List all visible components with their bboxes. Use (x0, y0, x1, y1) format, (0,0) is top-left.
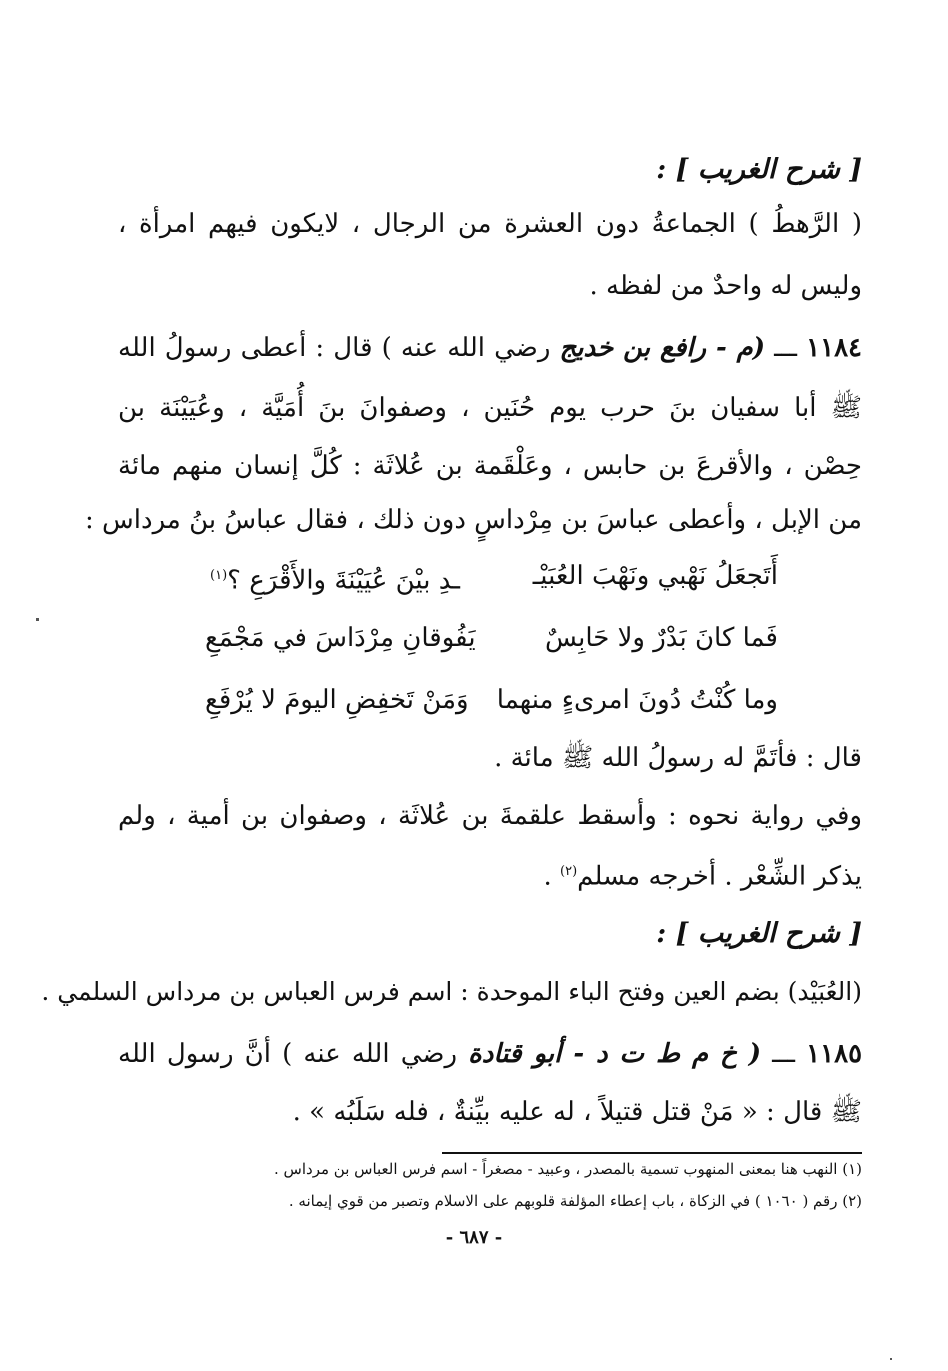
hadith-1184-source: (م - رافع بن خديج (559, 333, 766, 363)
hadith-1184-line-3: حِصْن ، والأقرعَ بن حابس ، وعَلْقَمة بن عُلاثَة : كُلَّ إنسان منهم مائة (118, 451, 862, 481)
poem-verse-3-right: وما كُنْتُ دُونَ امرىءٍ منهما (496, 685, 778, 715)
poem-verse-1-right: أَتَجعَلُ نَهْبي ونَهْبَ العُبَيْـ (532, 561, 778, 591)
riwaya-line-2 (118, 852, 862, 897)
poem-verse-1-left-wrap (210, 556, 460, 601)
poem-verse-2-right: فَما كانَ بَدْرٌ ولا حَابِسٌ (544, 623, 778, 653)
gloss-heading-2: [ شرح الغريب ] : (656, 918, 862, 949)
after-poem-line: قال : فأتَمَّ له رسولُ الله ﷺ مائة . (494, 743, 862, 773)
hadith-1185-line-1-tail: رضي الله عنه ) أنَّ رسول الله (118, 1039, 457, 1069)
margin-speck-bottom (890, 1358, 892, 1360)
hadith-1184-line-1 (118, 328, 862, 368)
margin-speck (36, 618, 39, 621)
hadith-1184-line-2: ﷺ أبا سفيان بنَ حرب يوم حُنَين ، وصفوانَ بنَ أُمَيَّة ، وعُيَيْنَة بن (118, 393, 862, 423)
hadith-1185-dash: ـــ (772, 1039, 796, 1069)
footnote-divider (442, 1152, 862, 1154)
page-number: - ٦٨٧ - (445, 1227, 503, 1248)
hadith-1184-line-4: من الإبل ، وأعطى عباسَ بن مِرْداسٍ دون ذلك ، فقال عباسُ بنُ مرداس : (85, 505, 862, 535)
hadith-1185-source: ( خ م ط ت د - أبو قتادة (468, 1039, 761, 1069)
riwaya-line-2-end: . (543, 861, 560, 892)
poem-verse-3-left: وَمَنْ تَخفِضِ اليومَ لا يُرْفَعِ (205, 685, 469, 715)
riwaya-line-1: وفي رواية نحوه : وأسقط علقمةَ بن عُلاثَة ، وصفوان بن أمية ، ولم (118, 801, 862, 831)
hadith-1185-line-2: ﷺ قال : « مَنْ قتل قتيلاً ، له عليه بيِّنةٌ ، فله سَلَبُه » . (292, 1097, 862, 1127)
hadith-1184-number: ١١٨٤ (806, 333, 862, 363)
poem-verse-1-left: ـدِ بيْنَ عُيَيْنَةَ والأَقْرَعِ ؟ (227, 565, 461, 596)
gloss-1-line-1: ( الرَّهطُ ) الجماعةُ دون العشرة من الرجال ، لايكون فيهم امرأة ، (118, 209, 862, 239)
footnote-2: (٢) رقم ( ١٠٦٠ ) في الزكاة ، باب إعطاء المؤلفة قلوبهم على الاسلام وتصبر من قوي إيمانه . (288, 1192, 862, 1210)
riwaya-line-2-main: يذكر الشِّعْر . أخرجه مسلم (577, 861, 862, 892)
hadith-1185-number: ١١٨٥ (806, 1039, 863, 1069)
hadith-1185-line-1 (118, 1034, 862, 1074)
gloss-2-line: (العُبَيْد) بضم العين وفتح الباء الموحدة : اسم فرس العباس بن مرداس السلمي . (41, 977, 862, 1006)
footnote-ref-2: (٢) (560, 864, 578, 879)
poem-verse-2-left: يَفُوقانِ مِرْدَاسَ في مَجْمَعِ (205, 623, 476, 653)
footnote-1: (١) النهب هنا بمعنى المنهوب تسمية بالمصدر ، وعبيد - مصغراً - اسم فرس العباس بن مرداس . (274, 1160, 862, 1178)
hadith-1184-dash: ـــ (774, 333, 798, 363)
gloss-1-line-2: وليس له واحدٌ من لفظه . (589, 271, 862, 301)
hadith-1184-line-1-tail: رضي الله عنه ) قال : أعطى رسولُ الله (118, 333, 551, 363)
gloss-heading-1: [ شرح الغريب ] : (656, 154, 862, 185)
footnote-ref-1: (١) (210, 568, 228, 583)
